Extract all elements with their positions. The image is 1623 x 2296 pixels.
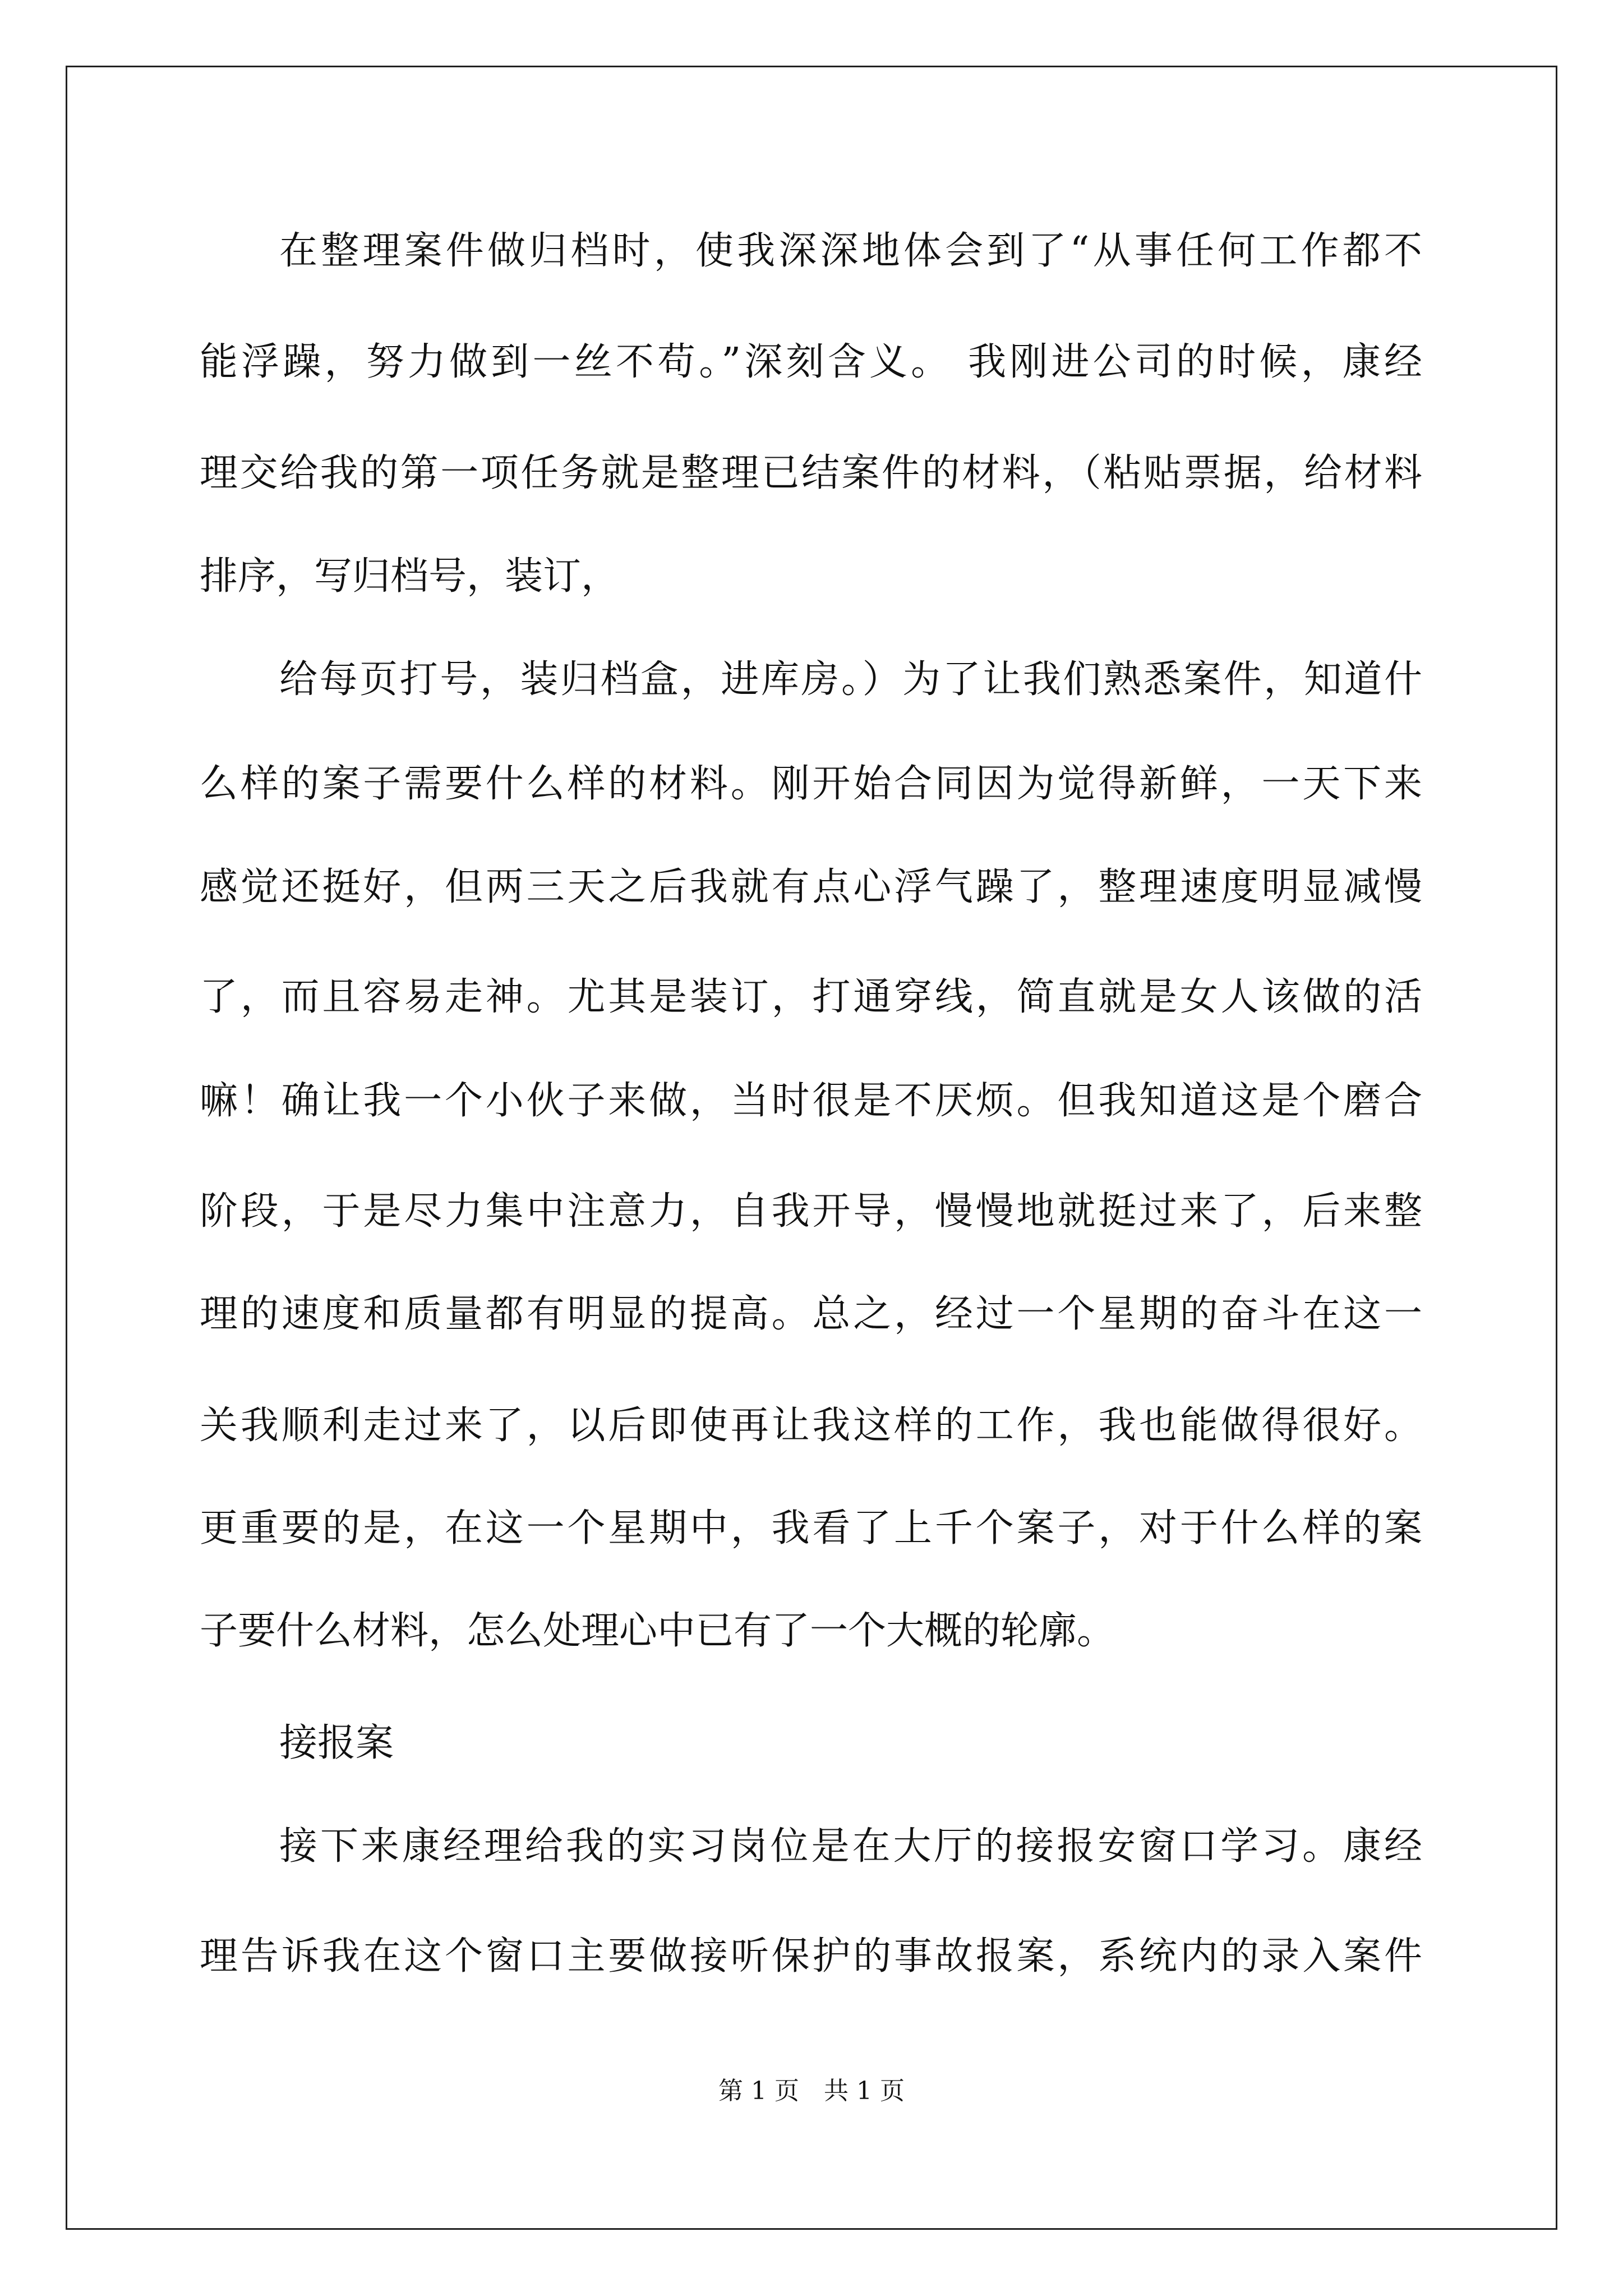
paragraph-line: 能浮躁，努力做到一丝不苟。”深刻含义。 我刚进公司的时候，康经 (200, 340, 1422, 384)
paragraph-line: 在整理案件做归档时，使我深深地体会到了“从事任何工作都不 (279, 229, 1422, 273)
paragraph-line: 关我顺利走过来了，以后即使再让我这样的工作，我也能做得很好。 (200, 1404, 1422, 1448)
paragraph-line: 理的速度和质量都有明显的提高。总之，经过一个星期的奋斗在这一 (200, 1292, 1422, 1336)
paragraph-line: 排序，写归档号，装订， (200, 554, 620, 599)
paragraph-line: 了，而且容易走神。尤其是装订，打通穿线，简直就是女人该做的活 (200, 975, 1422, 1019)
paragraph-line: 理告诉我在这个窗口主要做接听保护的事故报案，系统内的录入案件 (200, 1934, 1422, 1978)
paragraph-line: 子要什么材料，怎么处理心中已有了一个大概的轮廓。 (200, 1609, 1115, 1653)
paragraph-line: 阶段，于是尽力集中注意力，自我开导，慢慢地就挺过来了，后来整 (200, 1189, 1422, 1234)
page-number-footer: 第 1 页 共 1 页 (718, 2077, 905, 2105)
paragraph-line: 给每页打号，装归档盒，进库房。）为了让我们熟悉案件，知道什 (279, 657, 1422, 702)
paragraph-line: 理交给我的第一项任务就是整理已结案件的材料，（粘贴票据，给材料 (200, 451, 1422, 495)
paragraph-line: 更重要的是，在这一个星期中，我看了上千个案子，对于什么样的案 (200, 1506, 1422, 1550)
page-border (66, 66, 1557, 2230)
section-heading: 接报案 (279, 1721, 394, 1765)
paragraph-line: 么样的案子需要什么样的材料。刚开始合同因为觉得新鲜，一天下来 (200, 762, 1422, 806)
paragraph-line: 感觉还挺好，但两三天之后我就有点心浮气躁了，整理速度明显减慢 (200, 865, 1422, 909)
paragraph-line: 嘛！确让我一个小伙子来做，当时很是不厌烦。但我知道这是个磨合 (200, 1079, 1422, 1123)
paragraph-line: 接下来康经理给我的实习岗位是在大厅的接报安窗口学习。康经 (279, 1824, 1422, 1869)
